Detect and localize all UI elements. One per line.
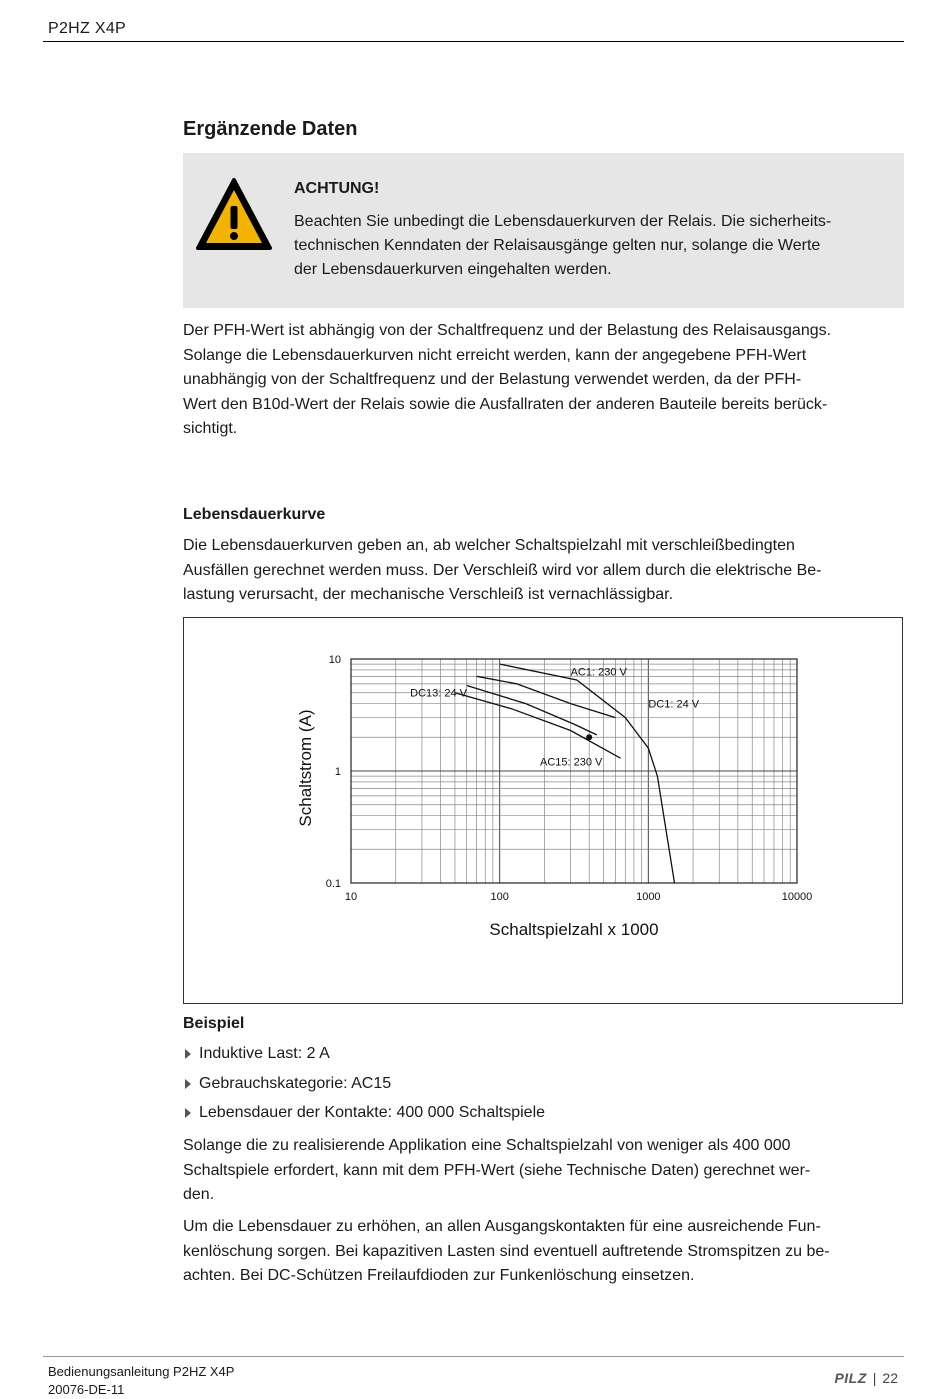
footer-page-info xyxy=(834,1370,898,1386)
lifetime-chart xyxy=(184,618,902,1003)
header-divider xyxy=(43,41,904,42)
x-tick-label: 1000 xyxy=(636,891,661,903)
bullet-arrow-icon xyxy=(185,1108,191,1118)
footer-doc-number: 20076-DE-11 xyxy=(48,1382,125,1397)
example-bullet xyxy=(185,1104,545,1122)
x-axis-label: Schaltspielzahl x 1000 xyxy=(489,920,659,939)
warning-title: ACHTUNG! xyxy=(294,180,380,197)
bullet-text: Lebensdauer der Kontakte: 400 000 Schaltspiele xyxy=(199,1104,546,1121)
warning-text xyxy=(294,210,894,282)
page-number: 22 xyxy=(882,1370,898,1386)
lifetime-paragraph xyxy=(183,534,905,608)
text-line: Die Lebensdauerkurven geben an, ab welcher Schaltspielzahl mit verschleißbedingten xyxy=(183,537,795,554)
y-tick-label: 0.1 xyxy=(325,878,341,890)
bullet-arrow-icon xyxy=(185,1049,191,1059)
text-line: sichtigt. xyxy=(183,420,238,437)
text-line: Solange die Lebensdauerkurven nicht erreicht werden, kann der angegebene PFH-Wert xyxy=(183,346,807,364)
footer-doc-title: Bedienungsanleitung P2HZ X4P xyxy=(48,1364,235,1379)
footer-doc-info xyxy=(48,1363,234,1399)
bullet-text: Gebrauchskategorie: AC15 xyxy=(199,1075,392,1092)
text-line: kenlöschung sorgen. Bei kapazitiven Lasten sind eventuell auftretende Stromspitzen zu be- xyxy=(183,1242,830,1260)
x-tick-label: 100 xyxy=(490,891,509,903)
text-line: Wert den B10d-Wert der Relais sowie die Ausfallraten der anderen Bauteile bereits berück- xyxy=(183,395,828,413)
warning-line: technischen Kenndaten der Relaisausgänge gelten nur, solange die Werte xyxy=(294,237,821,254)
pilz-logo: PILZ xyxy=(834,1370,867,1386)
bullet-text: Induktive Last: 2 A xyxy=(199,1045,330,1062)
text-line: den. xyxy=(183,1186,215,1203)
series-line xyxy=(455,693,621,759)
example-paragraph-2 xyxy=(183,1215,905,1289)
y-axis-label: Schaltstrom (A) xyxy=(296,709,315,827)
series-line xyxy=(477,676,616,717)
bullet-arrow-icon xyxy=(185,1079,191,1089)
text-line: achten. Bei DC-Schützen Freilaufdioden zur Funkenlöschung einsetzen. xyxy=(183,1267,695,1284)
footer-divider xyxy=(43,1356,904,1357)
example-heading: Beispiel xyxy=(183,1015,245,1032)
example-bullet xyxy=(185,1045,330,1063)
footer-separator: | xyxy=(872,1370,877,1386)
text-line: Schaltspiele erfordert, kann mit dem PFH-Wert (siehe Technische Daten) gerechnet wer- xyxy=(183,1161,811,1179)
text-line: Der PFH-Wert ist abhängig von der Schaltfrequenz und der Belastung des Relaisausgangs. xyxy=(183,322,832,339)
page-header-title: P2HZ X4P xyxy=(48,20,126,37)
y-tick-label: 1 xyxy=(334,766,341,778)
warning-triangle-icon xyxy=(195,176,273,254)
text-line: lastung verursacht, der mechanische Verschleiß ist vernachlässigbar. xyxy=(183,586,674,603)
section-title: Ergänzende Daten xyxy=(183,118,358,140)
pfh-paragraph xyxy=(183,319,905,442)
y-tick-label: 10 xyxy=(328,654,341,666)
warning-line: der Lebensdauerkurven eingehalten werden. xyxy=(294,261,612,278)
series-label: DC1: 24 V xyxy=(648,698,700,711)
x-tick-label: 10 xyxy=(344,891,358,903)
x-tick-label: 10000 xyxy=(781,891,813,903)
text-line: Um die Lebensdauer zu erhöhen, an allen Ausgangskontakten für eine ausreichende Fun- xyxy=(183,1218,821,1235)
example-bullet xyxy=(185,1075,391,1093)
series-label: DC13: 24 V xyxy=(410,687,468,700)
text-line: Solange die zu realisierende Applikation eine Schaltspielzahl von weniger als 400 000 xyxy=(183,1137,791,1154)
text-line: unabhängig von der Schaltfrequenz und der Belastung verwendet werden, da der PFH- xyxy=(183,371,802,388)
annotation-label: AC15: 230 V xyxy=(539,756,603,769)
text-line: Ausfällen gerechnet werden muss. Der Verschleiß wird vor allem durch die elektrische Be- xyxy=(183,561,822,579)
series-label: AC1: 230 V xyxy=(570,666,627,679)
example-paragraph-1 xyxy=(183,1134,905,1208)
lifetime-heading: Lebensdauerkurve xyxy=(183,506,326,523)
warning-line: Beachten Sie unbedingt die Lebensdauerkurven der Relais. Die sicherheits- xyxy=(294,213,832,230)
annotation-point xyxy=(586,734,592,740)
